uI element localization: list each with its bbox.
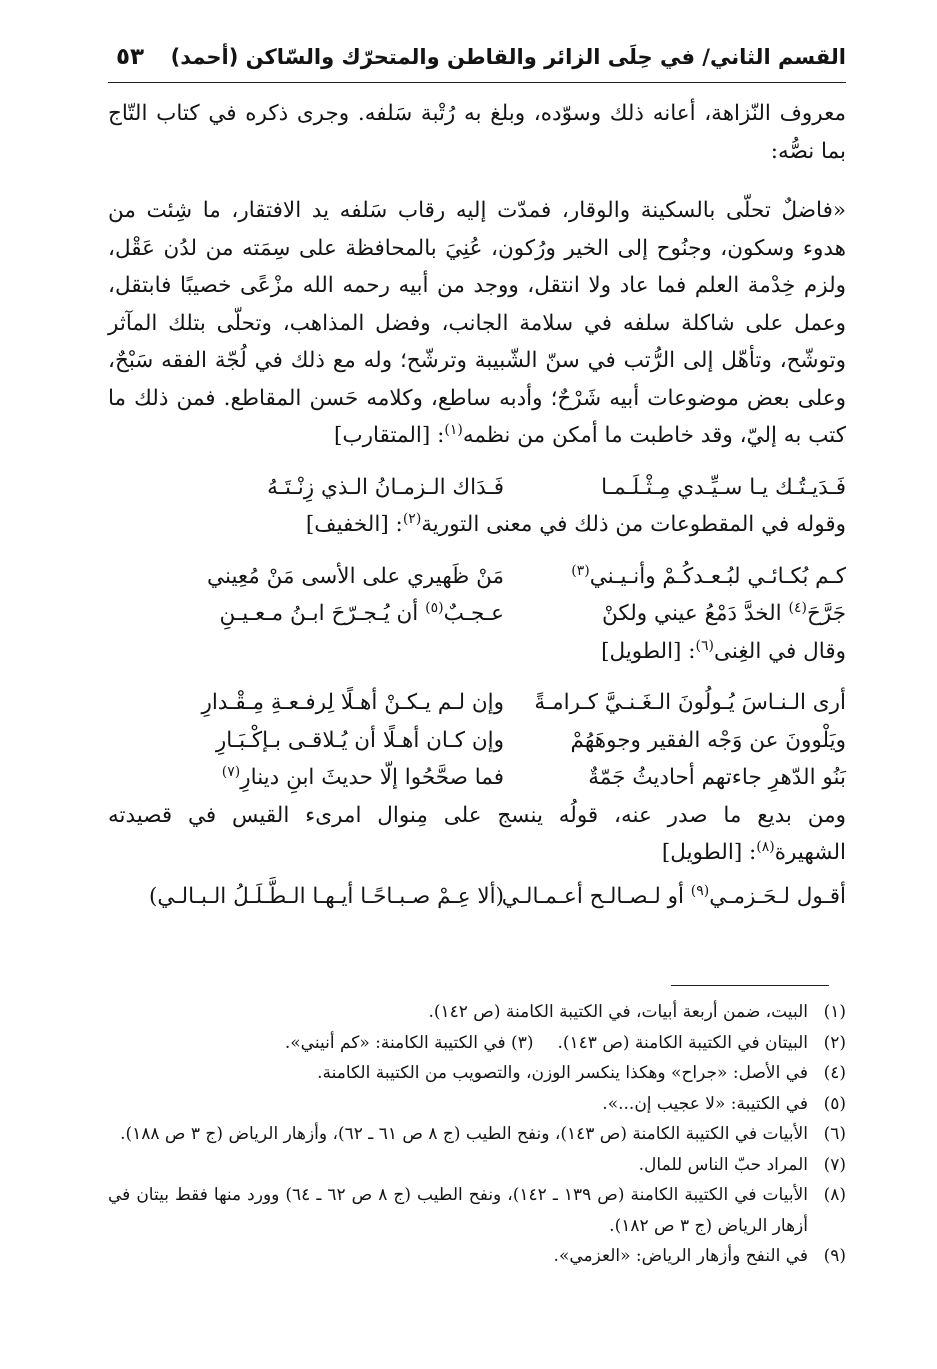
meter-label-3: : [الطويل] (601, 638, 696, 664)
footnote-number: (٥) (823, 1093, 846, 1114)
page-content (108, 38, 846, 915)
footnote-ref-5: (٥) (425, 599, 444, 616)
footnote-text: البيت، ضمن أربعة أبيات، في الكتيبة الكامنة (ص ١٤٢). (428, 1002, 808, 1022)
footnote-number: (٩) (823, 1246, 846, 1266)
verse-text: أو لـصـالـح أعـمـالـي (501, 883, 691, 909)
verse-hemistich-first (504, 595, 846, 633)
footnote-text (108, 1028, 808, 1059)
footnote-item (108, 1089, 846, 1120)
verse-hemistich-first: أرى الـنـاسَ يُـولُونَ الـغَـنـيَّ كـرامـةً (534, 690, 846, 715)
verse-hemistich-second: فَـدَاك الـزمـانُ الـذي زِنْـتَـهُ (267, 474, 504, 500)
verse-hemistich-second: وإن لـم يـكـنْ أهـلًا لِرفـعـةِ مِـقْـدارِ (201, 690, 504, 715)
footnote-ref-2: (٢) (402, 510, 422, 527)
footnote-number: (٤) (823, 1063, 846, 1083)
intro-line-3-text: وقال في الغِنى (713, 638, 846, 664)
verse-line (108, 558, 846, 596)
verse-line (108, 595, 846, 633)
footnote-number: (٧) (823, 1154, 846, 1175)
verse-hemistich-first (501, 878, 846, 916)
footnote-text: المراد حبّ الناس للمال. (638, 1154, 808, 1175)
verse-hemistich-second: وإن كـان أهـلًا أن يُـلاقـى بـإكْـبَـارِ (215, 727, 504, 753)
footnote-text: في الأصل: «جراح» وهكذا ينكسر الوزن، والتصويب من الكتيبة الكامنة. (317, 1063, 808, 1083)
footnote-ref-8: (٨) (756, 838, 775, 855)
paragraph-2-text: «فاضلٌ تحلّى بالسكينة والوقار، فمدّت إليه رقاب سَلفه يد الافتقار، ما شِئت من هدوء وسكون، وجنُوح إلى الخير ورُكون، عُنِيَ بالمحافظة على سِمَته من لدُن عَقْل، ولزم خِدْمة العلم فما عاد ولا انتقل، ووجد من أبيه رحمه الله مزْعًى خصيبًا فابتقل، وعمل على شاكلة سلفه في سلامة الجانب، وفضل المذاهب، وتحلّى بتلك المآثر وتوشّح، وتأهّل إلى الرُّتب في سنّ الشّبيبة وترشّح؛ وله مع ذلك في لُجّة الفقه سَبْحٌ، وعلى بعض موضوعات أبيه شَرْحٌ؛ وأدبه ساطع، وكلامه حَسن المقاطع. فمن ذلك ما كتب به إليّ، وقد خاطبت ما أمكن من نظمه (108, 198, 846, 448)
paragraph-2 (108, 192, 846, 455)
verse-text: الخدَّ دَمْعُ عيني ولكنْ (602, 601, 789, 626)
verse-hemistich-second (124, 759, 504, 797)
verse-text: أقـول لـحَـزمـي (709, 883, 846, 909)
header-title: القسم الثاني/ في حِلَى الزائر والقاطن والمتحرّك والسّاكن (أحمد) (170, 45, 846, 69)
footnote-item (108, 997, 846, 1028)
verse-text: جَرَّحَ (806, 601, 846, 626)
footnote-text-a: البيتان في الكتيبة الكامنة (ص ١٤٣). (557, 1032, 808, 1053)
footnote-text: في الكتيبة: «لا عجيب إن...». (602, 1093, 808, 1114)
footnote-item (108, 1058, 846, 1089)
verse-line (108, 759, 846, 797)
meter-label-2: : [الخفيف] (305, 512, 403, 537)
intro-line-2 (108, 506, 846, 544)
footnotes (108, 997, 846, 1272)
page-number: ٥٣ (116, 44, 145, 70)
verse-text: أن يُـجـرّحَ ابـنُ مـعـيـنِ (219, 601, 426, 626)
footnote-ref-7: (٧) (221, 763, 241, 780)
footnote-text: الأبيات في الكتيبة الكامنة (ص ١٣٩ ـ ١٤٢)، ونفح الطيب (ج ٨ ص ٦٢ ـ ٦٤) وورد منها فقط بيتان في أزهار الرياض (ج ٣ ص ١٨٢). (108, 1185, 808, 1236)
footnote-text: الأبيات في الكتيبة الكامنة (ص ١٤٣)، ونفح الطيب (ج ٨ ص ٦١ ـ ٦٢)، وأزهار الرياض (ج ٣ ص ١٨٨). (120, 1124, 808, 1144)
footnote-number: (٣) (511, 1032, 534, 1053)
verse-hemistich-second: مَنْ ظَهيري على الأسى مَنْ مُعِيني (207, 563, 504, 589)
intro-line-2-text: وقوله في المقطوعات من ذلك في معنى التورية (421, 512, 846, 537)
footnote-ref-1: (١) (444, 421, 463, 438)
verse-hemistich-first: ويَلْوونَ عن وَجْه الفقير وجوهَهُمْ (570, 727, 846, 753)
verse-line (108, 878, 846, 916)
verse-hemistich-second (124, 595, 504, 633)
footnote-item (108, 1028, 846, 1059)
footnote-number: (٢) (823, 1032, 846, 1053)
verse-text: عـجـبٌ (443, 601, 504, 626)
footnote-number: (٨) (823, 1185, 846, 1205)
footnote-text: في النفح وأزهار الرياض: «العزمي». (553, 1246, 808, 1266)
footnote-separator (671, 985, 829, 986)
footnote-item (108, 1241, 846, 1272)
footnote-item (108, 1150, 846, 1181)
footnote-text-b: في الكتيبة الكامنة: «كم أنيني». (284, 1032, 506, 1053)
footnote-ref-9: (٩) (690, 882, 710, 899)
verse-line (108, 722, 846, 760)
verse-text: فما صحَّحُوا إلّا حديثَ ابنِ دينارِ (240, 765, 504, 790)
verse-hemistich-first: بَنُو الدّهرِ جاءتهم أحاديثُ جَمّةٌ (588, 765, 846, 790)
footnote-number: (٦) (823, 1124, 846, 1144)
paragraph-1: معروف النّزاهة، أعانه ذلك وسوّده، وبلغ به رُتْبة سَلفه. وجرى ذكره في كتاب التّاج بما نصُّه: (108, 101, 846, 164)
running-header (108, 38, 846, 83)
verse-line (108, 469, 846, 507)
footnote-item (108, 1119, 846, 1150)
footnote-ref-3: (٣) (571, 562, 590, 579)
intro-line-3 (108, 633, 846, 671)
paragraph-3-text: ومن بديع ما صدر عنه، قولُه ينسج على مِنوال امرىء القيس في قصيدته الشهيرة (108, 802, 846, 865)
verse-text: كـم بُكـائـي لبُـعـدكُـمْ وأنـيـني (589, 563, 846, 589)
footnote-number: (١) (823, 1002, 846, 1022)
footnote-ref-6: (٦) (695, 637, 714, 654)
paragraph-3 (108, 797, 846, 872)
footnote-item (108, 1180, 846, 1241)
verse-line (108, 684, 846, 722)
footnote-ref-4: (٤) (788, 599, 807, 616)
verse-hemistich-first (504, 558, 846, 596)
meter-label-1: : [المتقارب] (334, 423, 445, 448)
meter-label-4: : [الطويل] (661, 840, 757, 865)
verse-hemistich-second: (ألا عِـمْ صـبـاحًـا أيـهـا الـطَّـلَـلُ الـبـالـي) (148, 883, 504, 909)
verse-hemistich-first: فَـدَيـتُـك يـا سـيِّـدي مِـثْـلَـمـا (601, 474, 846, 500)
